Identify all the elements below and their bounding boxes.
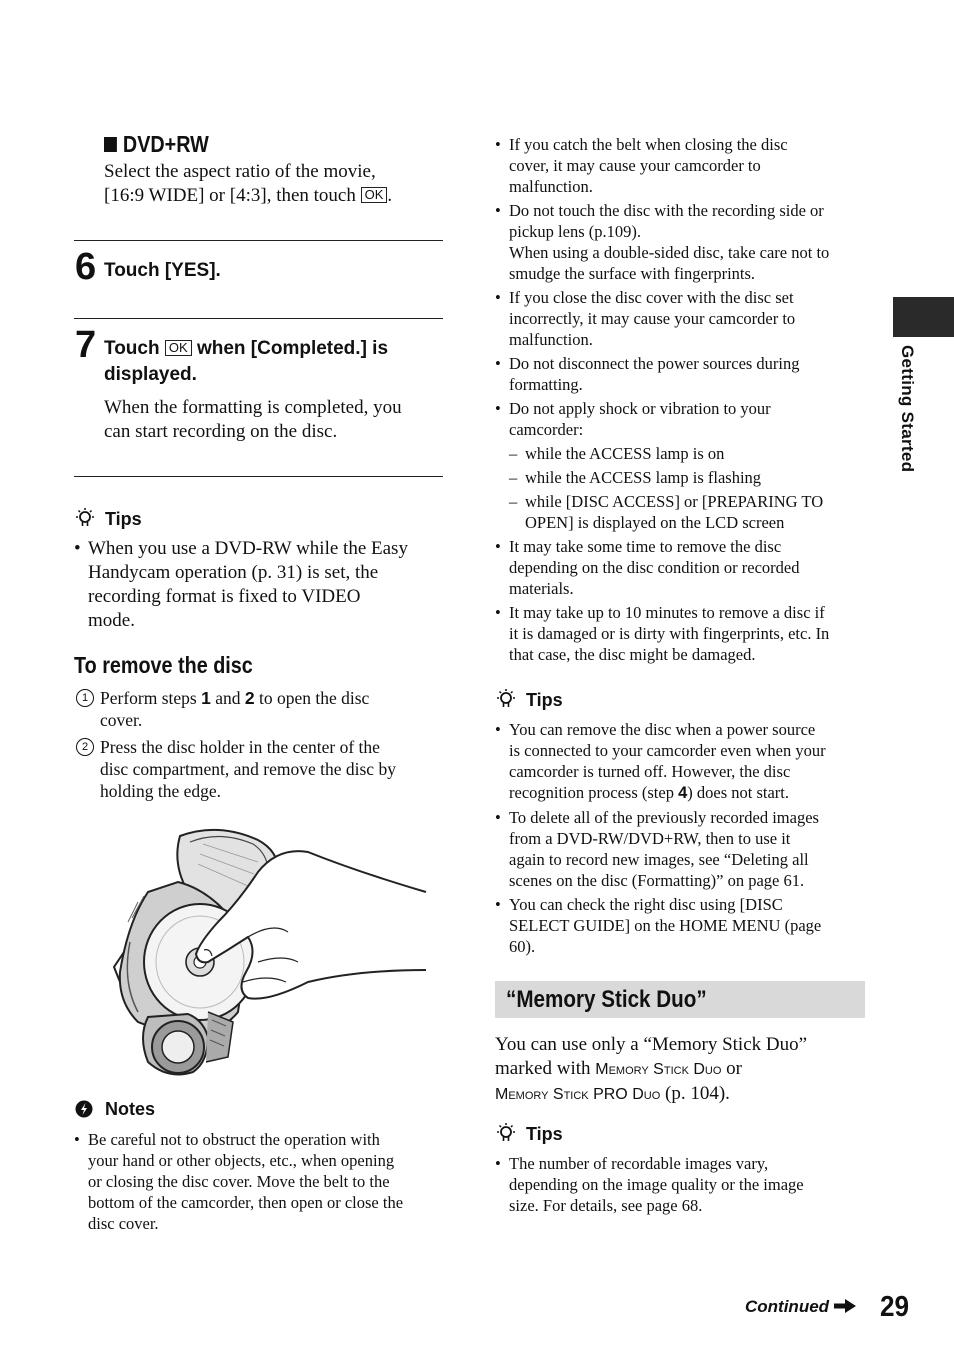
list-item: • To delete all of the previously recorded images from a DVD-RW/DVD+RW, then to use it again to record new images, see “Deleting all scenes on the disc (Formatting)” on page 61. xyxy=(495,808,819,890)
notes-item: • Be careful not to obstruct the operation with your hand or other objects, etc., when opening or closing the disc cover. Move the belt to the bottom of the camcorder, then open or close the disc cover. xyxy=(74,1130,404,1233)
page-number: 29 xyxy=(880,1291,910,1323)
lens-icon xyxy=(143,1012,233,1074)
divider xyxy=(74,318,443,319)
chapter-label: Getting Started xyxy=(898,345,917,473)
list-item: • If you close the disc cover with the disc set incorrectly, it may cause your camcorder to malfunction. xyxy=(495,288,796,349)
tips-item: • When you use a DVD-RW while the Easy Handycam operation (p. 31) is set, the recording format is fixed to VIDEO mode. xyxy=(74,538,408,631)
list-item: • You can remove the disc when a power source is connected to your camcorder even when your camcorder is turned off. However, the disc recognition process (step 4) does not start. xyxy=(495,720,826,802)
lightbulb-icon xyxy=(495,688,517,710)
chapter-tab xyxy=(893,297,954,337)
list-item: • Do not apply shock or vibration to your camcorder: xyxy=(495,399,771,439)
lightbulb-icon xyxy=(74,507,96,529)
memory-stick-body: You can use only a “Memory Stick Duo” marked with Memory Stick Duo or Memory Stick PRO Duo (p. 104). xyxy=(495,1034,808,1104)
list-item: • It may take some time to remove the disc depending on the disc condition or recorded materials. xyxy=(495,537,800,598)
memory-stick-section-bar xyxy=(495,981,865,1018)
square-bullet-icon xyxy=(104,137,117,152)
right-notes-list xyxy=(495,134,867,665)
list-item: • Do not disconnect the power sources during formatting. xyxy=(495,354,800,394)
circled-2-icon: 2 xyxy=(76,738,94,756)
step6-number: 6 xyxy=(75,246,97,288)
list-item: • If you catch the belt when closing the disc cover, it may cause your camcorder to malfunction. xyxy=(495,135,788,196)
ok-button-icon: OK xyxy=(361,187,388,203)
notes-heading: Notes xyxy=(74,1099,155,1120)
tips-heading: Tips xyxy=(495,1122,563,1145)
remove-step-1: 1 Perform steps 1 and 2 to open the disc cover. xyxy=(76,687,446,731)
tips-heading: Tips xyxy=(495,688,563,711)
divider xyxy=(74,476,443,477)
list-item: – while [DISC ACCESS] or [PREPARING TO OPEN] is displayed on the LCD screen xyxy=(509,492,824,532)
ok-button-icon: OK xyxy=(165,340,192,356)
dvdrw-section xyxy=(104,131,226,157)
dvdrw-heading: DVD+RW xyxy=(104,131,209,157)
dvdrw-body: Select the aspect ratio of the movie, [16:9 WIDE] or [4:3], then touch OK . xyxy=(104,161,393,206)
list-item: • Do not touch the disc with the recording side or pickup lens (p.109). When using a double-sided disc, take care not to smudge the surface with fingerprints. xyxy=(495,201,830,283)
step7-title: Touch OK when [Completed.] is displayed. xyxy=(104,338,389,385)
remove-step-2: 2 Press the disc holder in the center of the disc compartment, and remove the disc by holding the edge. xyxy=(76,736,446,802)
arrow-right-icon xyxy=(834,1299,856,1313)
tips-heading: Tips xyxy=(74,507,142,530)
list-item: – while the ACCESS lamp is flashing xyxy=(509,468,762,487)
tips3-item: • The number of recordable images vary, depending on the image quality or the image size. For details, see page 68. xyxy=(495,1154,804,1215)
camcorder-disc-removal-illustration xyxy=(108,822,428,1084)
list-item: • You can check the right disc using [DISC SELECT GUIDE] on the HOME MENU (page 60). xyxy=(495,895,822,956)
circled-1-icon: 1 xyxy=(76,689,94,707)
step6-title: Touch [YES]. xyxy=(104,260,221,281)
memory-stick-duo-logo: Memory Stick Duo xyxy=(595,1061,722,1078)
notes-warning-icon xyxy=(74,1099,94,1119)
memory-stick-heading: “Memory Stick Duo” xyxy=(506,986,707,1013)
list-item: – while the ACCESS lamp is on xyxy=(509,444,725,463)
list-item: • It may take up to 10 minutes to remove a disc if it is damaged or is dirty with fingerprints, etc. In that case, the disc might be damaged. xyxy=(495,603,830,664)
step7-body: When the formatting is completed, you can start recording on the disc. xyxy=(104,397,402,442)
remove-disc-heading: To remove the disc xyxy=(74,652,253,678)
lightbulb-icon xyxy=(495,1122,517,1144)
divider xyxy=(74,240,443,241)
footer-continued: Continued xyxy=(745,1297,856,1317)
tips2-list xyxy=(495,719,867,957)
step7-number: 7 xyxy=(75,324,97,366)
memory-stick-pro-duo-logo: Memory Stick PRO Duo xyxy=(495,1086,661,1103)
